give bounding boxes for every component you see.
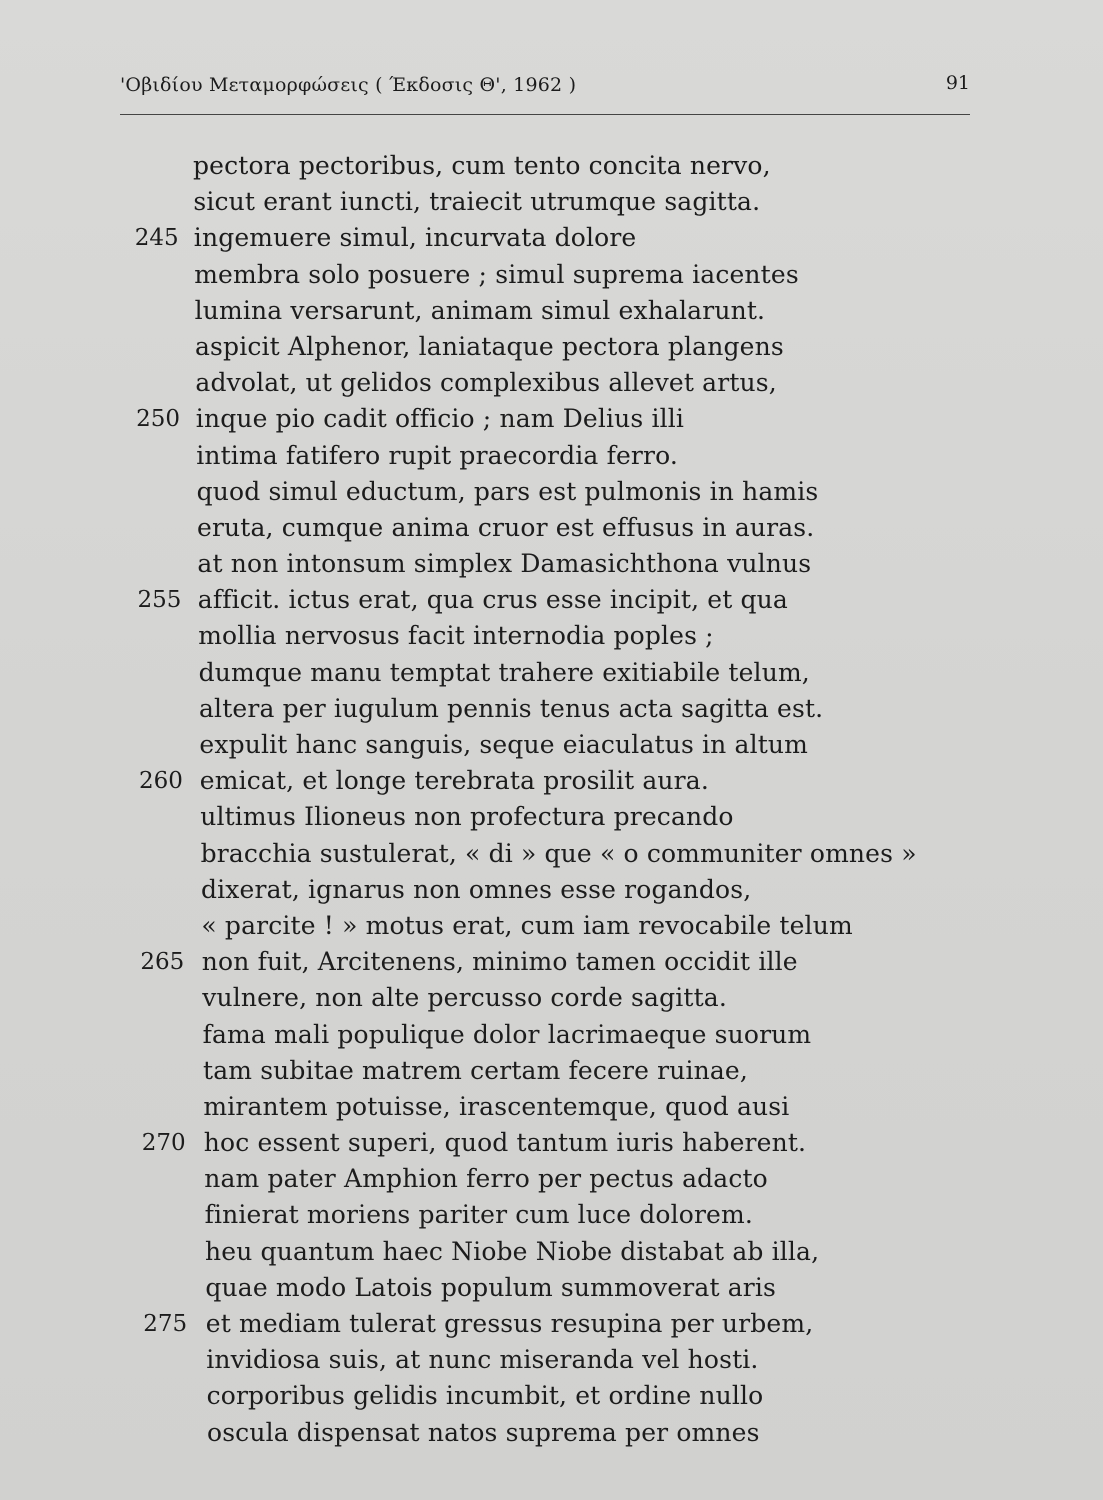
verse-text: expulit hanc sanguis, seque eiaculatus in altum <box>199 730 809 759</box>
verse-line <box>118 1161 968 1197</box>
verse-text: mollia nervosus facit internodia poples ; <box>198 621 714 651</box>
verse-text: nam pater Amphion ferro per pectus adacto <box>204 1164 768 1194</box>
verse-line <box>118 1306 968 1342</box>
verse-line <box>118 474 968 510</box>
verse-number: 255 <box>137 587 182 614</box>
header-title: 'Οβιδίου Μεταμορφώσεις ( Έκδοσις Θ', 1962 ) <box>120 74 577 96</box>
verse-line <box>118 365 968 401</box>
verse-line <box>118 329 968 365</box>
verse-text: intima fatifero rupit praecordia ferro. <box>196 440 678 470</box>
verse-text: inque pio cadit officio ; nam Delius illi <box>195 404 685 434</box>
verse-number: 260 <box>138 768 183 795</box>
verse-number: 245 <box>134 225 179 252</box>
verse-line <box>118 1197 968 1233</box>
verse-text: et mediam tulerat gressus resupina per urbem, <box>205 1309 814 1338</box>
verse-text: altera per iugulum pennis tenus acta sagitta est. <box>199 693 824 723</box>
verse-text: fama mali populique dolor lacrimaeque suorum <box>202 1019 812 1049</box>
verse-line <box>118 655 968 691</box>
verse-text: at non intonsum simplex Damasichthona vulnus <box>197 549 812 579</box>
verse-text: quod simul eductum, pars est pulmonis in hamis <box>196 476 819 506</box>
verse-number: 275 <box>143 1311 188 1337</box>
running-header <box>120 70 970 116</box>
verse-text: non fuit, Arcitenens, minimo tamen occidit ille <box>201 947 798 977</box>
verse-text: quae modo Latois populum summoverat aris <box>205 1272 777 1302</box>
verse-line <box>118 148 968 184</box>
verse-text: dixerat, ignarus non omnes esse rogandos, <box>201 874 752 904</box>
verse-line <box>118 1342 968 1378</box>
verse-text: mirantem potuisse, irascentemque, quod ausi <box>203 1091 790 1121</box>
verse-line <box>118 799 968 835</box>
verse-text: membra solo posuere ; simul suprema iacentes <box>194 259 799 289</box>
verse-text: tam subitae matrem certam fecere ruinae, <box>203 1055 748 1085</box>
verse-line <box>118 1053 968 1089</box>
verse-line <box>118 908 968 944</box>
verse-text: vulnere, non alte percusso corde sagitta. <box>202 983 727 1013</box>
verse-line <box>118 1415 968 1451</box>
verse-text: invidiosa suis, at nunc miseranda vel hosti. <box>206 1345 759 1375</box>
verse-line <box>118 1234 968 1270</box>
verse-line <box>118 401 968 437</box>
verse-text: corporibus gelidis incumbit, et ordine nullo <box>206 1381 764 1411</box>
verse-text: eruta, cumque anima cruor est effusus in auras. <box>197 512 815 542</box>
verse-line <box>118 980 968 1016</box>
header-rule <box>120 114 970 115</box>
verse-line <box>118 944 968 980</box>
verse-line <box>118 1089 968 1125</box>
verse-number: 250 <box>136 406 180 433</box>
verse-text: pectora pectoribus, cum tento concita nervo, <box>193 151 771 180</box>
verse-text: bracchia sustulerat, « di » que « o communiter omnes » <box>200 838 917 868</box>
verse-text: heu quantum haec Niobe Niobe distabat ab illa, <box>205 1236 820 1266</box>
verse-text: ultimus Ilioneus non profectura precando <box>200 802 734 832</box>
verse-line <box>118 691 968 727</box>
verse-line <box>118 257 968 293</box>
verse-line <box>118 727 968 763</box>
verse-line <box>118 618 968 654</box>
verse-text: « parcite ! » motus erat, cum iam revocabile telum <box>201 910 853 940</box>
verse-number: 270 <box>141 1130 186 1157</box>
verse-block <box>118 148 968 1451</box>
verse-line <box>118 872 968 908</box>
verse-line <box>118 582 968 618</box>
verse-line <box>118 836 968 872</box>
verse-line <box>118 1125 968 1161</box>
verse-text: aspicit Alphenor, laniataque pectora plangens <box>195 331 784 361</box>
verse-text: dumque manu temptat trahere exitiabile telum, <box>198 657 810 687</box>
verse-text: finierat moriens pariter cum luce dolorem. <box>204 1200 753 1230</box>
verse-line <box>118 293 968 329</box>
verse-text: hoc essent superi, quod tantum iuris haberent. <box>203 1128 807 1158</box>
verse-line <box>118 1270 968 1306</box>
verse-line <box>118 220 968 256</box>
verse-text: advolat, ut gelidos complexibus allevet artus, <box>195 368 777 398</box>
verse-line <box>118 510 968 546</box>
verse-line <box>118 1378 968 1414</box>
verse-line <box>118 184 968 220</box>
verse-text: lumina versarunt, animam simul exhalarunt. <box>194 295 766 325</box>
verse-line <box>118 438 968 474</box>
verse-line <box>118 1017 968 1053</box>
verse-line <box>118 546 968 582</box>
verse-text: afficit. ictus erat, qua crus esse incipit, et qua <box>197 585 788 615</box>
verse-number: 265 <box>140 949 185 976</box>
verse-text: ingemuere simul, incurvata dolore <box>193 223 637 253</box>
verse-text: emicat, et longe terebrata prosilit aura. <box>199 766 709 796</box>
verse-text: oscula dispensat natos suprema per omnes <box>207 1417 760 1447</box>
page-number: 91 <box>945 72 970 94</box>
verse-text: sicut erant iuncti, traiecit utrumque sagitta. <box>193 187 761 217</box>
verse-line <box>118 763 968 799</box>
